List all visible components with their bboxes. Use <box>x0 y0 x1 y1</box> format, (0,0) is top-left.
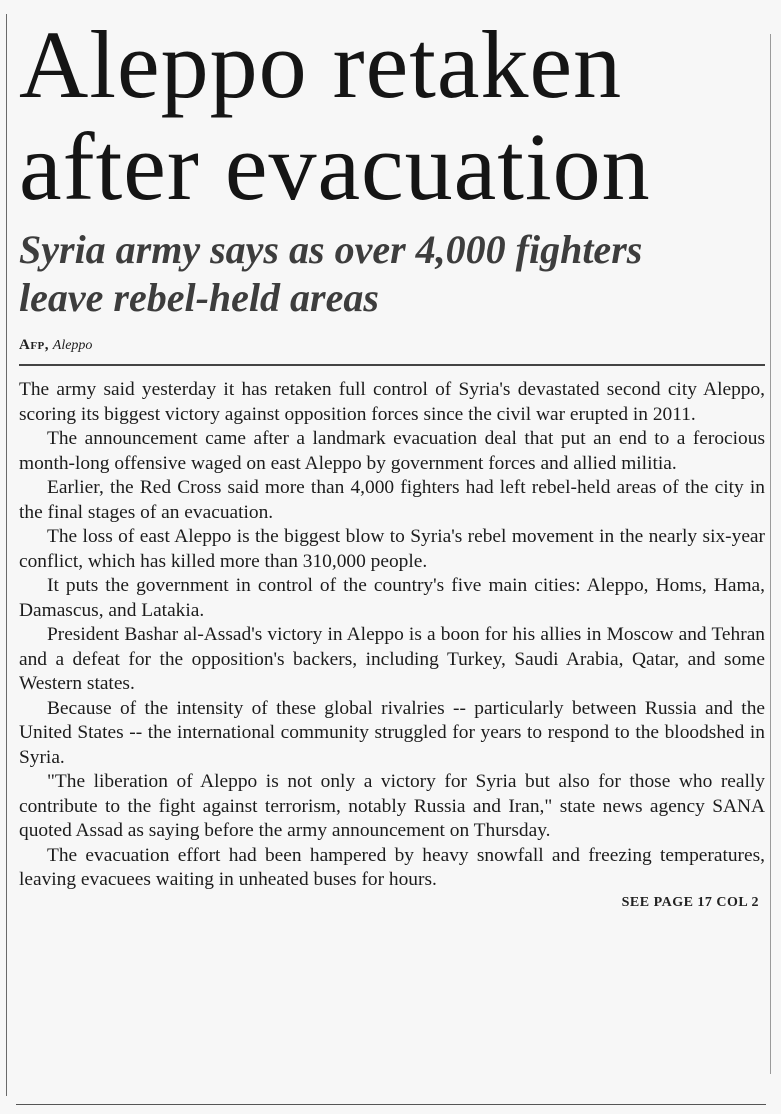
byline-divider <box>19 364 765 366</box>
column-rule-right <box>770 34 771 1074</box>
subheadline-line-1: Syria army says as over 4,000 fighters <box>19 227 643 272</box>
headline-line-1: Aleppo retaken <box>19 11 623 118</box>
byline-agency: Afp, <box>19 337 50 353</box>
subheadline-line-2: leave rebel-held areas <box>19 275 379 320</box>
paragraph: Earlier, the Red Cross said more than 4,000 fighters had left rebel-held areas of the city in the final stages of an evacuation. <box>19 477 765 523</box>
byline-location: Aleppo <box>52 338 93 353</box>
byline <box>19 336 765 355</box>
paragraph: Because of the intensity of these global rivalries -- particularly between Russia and the United States -- the international community struggled for years to respond to the bloodshed in Syria. <box>19 697 765 768</box>
paragraph: The evacuation effort had been hampered by heavy snowfall and freezing temperatures, leaving evacuees waiting in unheated buses for hours. <box>19 844 765 890</box>
paragraph: "The liberation of Aleppo is not only a victory for Syria but also for those who really contribute to the fight against terrorism, notably Russia and Iran," state news agency SANA quoted Assad as saying before the army announcement on Thursday. <box>19 771 765 841</box>
paragraph: President Bashar al-Assad's victory in Aleppo is a boon for his allies in Moscow and Tehran and a defeat for the opposition's backers, including Turkey, Saudi Arabia, Qatar, and some Western states. <box>19 624 765 694</box>
paragraph: The loss of east Aleppo is the biggest blow to Syria's rebel movement in the nearly six-year conflict, which has killed more than 310,000 people. <box>19 526 765 572</box>
article-body <box>19 378 765 893</box>
paragraph: It puts the government in control of the country's five main cities: Aleppo, Homs, Hama, Damascus, and Latakia. <box>19 575 765 621</box>
subheadline <box>19 226 765 322</box>
headline <box>19 11 765 220</box>
continuation-note: SEE PAGE 17 COL 2 <box>621 894 759 910</box>
bottom-rule <box>16 1104 766 1105</box>
paragraph: The army said yesterday it has retaken full control of Syria's devastated second city Aleppo, scoring its biggest victory against opposition forces since the civil war erupted in 2011. <box>19 379 765 425</box>
paragraph: The announcement came after a landmark evacuation deal that put an end to a ferocious month-long offensive waged on east Aleppo by government forces and allied militia. <box>19 428 765 474</box>
column-rule-left <box>6 14 7 1096</box>
news-article <box>19 11 765 911</box>
headline-line-2: after evacuation <box>19 113 651 220</box>
